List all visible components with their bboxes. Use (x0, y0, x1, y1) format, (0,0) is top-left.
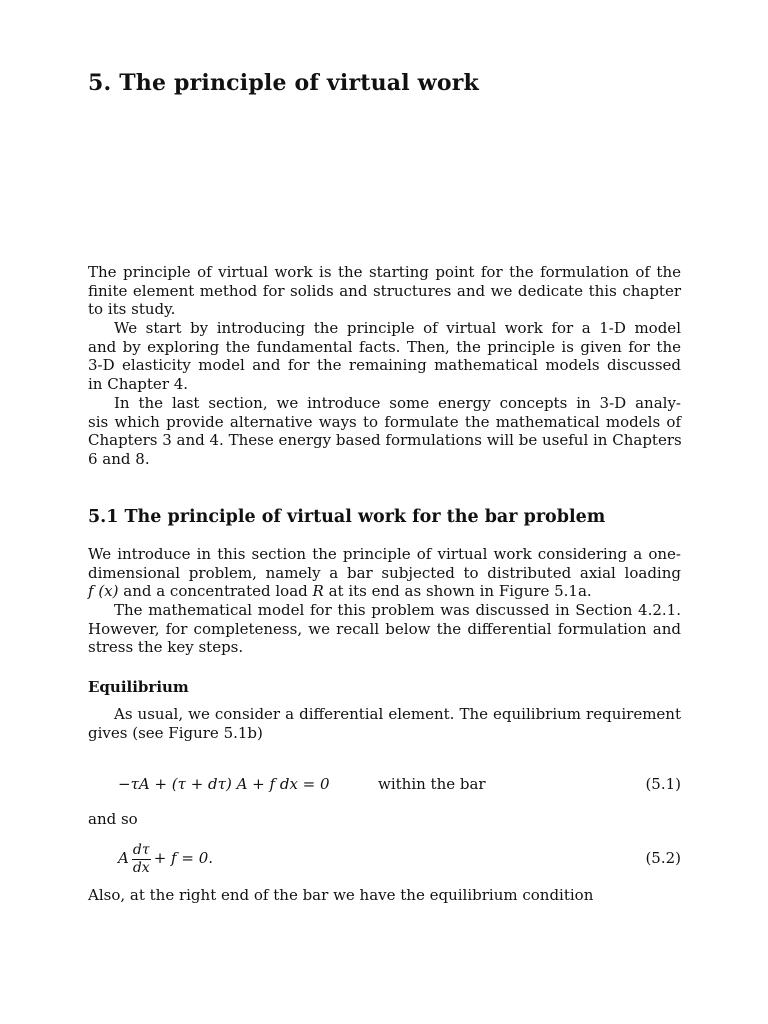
section-text (88, 810, 681, 829)
text-line: sis which provide alternative ways to formulate the mathematical models of (88, 412, 681, 431)
section-text (88, 886, 681, 905)
text-line: dimensional problem, namely a bar subjected to distributed axial loading (88, 563, 681, 582)
math-R: R (312, 582, 324, 601)
math-fx: f (x) (88, 582, 119, 601)
text-line: in Chapter 4. (88, 375, 189, 394)
text-line: The mathematical model for this problem was discussed in Section 4.2.1. (114, 601, 681, 620)
text-line: finite element method for solids and structures and we dedicate this chapter (88, 281, 681, 300)
section-text (88, 545, 681, 657)
equation-condition: within the bar (378, 775, 486, 793)
text-line: As usual, we consider a differential element. The equilibrium requirement (114, 705, 681, 723)
text-line: The principle of virtual work is the starting point for the formulation of the (88, 263, 681, 281)
text-line: gives (see Figure 5.1b) (88, 723, 263, 742)
section-heading: 5.1 The principle of virtual work for the bar problem (88, 507, 606, 527)
intro-text (88, 263, 681, 469)
chapter-title: 5. The principle of virtual work (88, 70, 479, 96)
text-line: and so (88, 810, 138, 828)
equation-body: −τA + (τ + dτ) A + f dx = 0 (118, 775, 330, 793)
subheading: Equilibrium (88, 678, 189, 696)
text-line: f (x) and a concentrated load R at its end as shown in Figure 5.1a. (88, 582, 592, 601)
equation-number: (5.2) (645, 849, 681, 867)
text-line: We start by introducing the principle of virtual work for a 1-D model (114, 319, 681, 338)
text-line: stress the key steps. (88, 638, 244, 657)
equation-5-1 (88, 775, 681, 795)
text-line: In the last section, we introduce some energy concepts in 3-D analy- (114, 393, 681, 412)
fraction: $\frac{d\tau}{dx}$ (132, 841, 150, 876)
equation-body: A $\frac{d\tau}{dx}$ + f = 0. (118, 841, 214, 876)
text-line: 3-D elasticity model and for the remaining mathematical models discussed (88, 356, 681, 375)
equation-number: (5.1) (645, 775, 681, 793)
text-line: and by exploring the fundamental facts. Then, the principle is given for the (88, 337, 681, 356)
text-line: Also, at the right end of the bar we have the equilibrium condition (88, 886, 594, 904)
text-line: 6 and 8. (88, 449, 150, 468)
section-text (88, 705, 681, 742)
text-line: We introduce in this section the principle of virtual work considering a one- (88, 545, 681, 563)
equation-5-2 (88, 838, 681, 878)
text-line: Chapters 3 and 4. These energy based formulations will be useful in Chapters (88, 431, 682, 450)
text-line: However, for completeness, we recall below the differential formulation and (88, 619, 681, 638)
text-line: to its study. (88, 300, 176, 319)
